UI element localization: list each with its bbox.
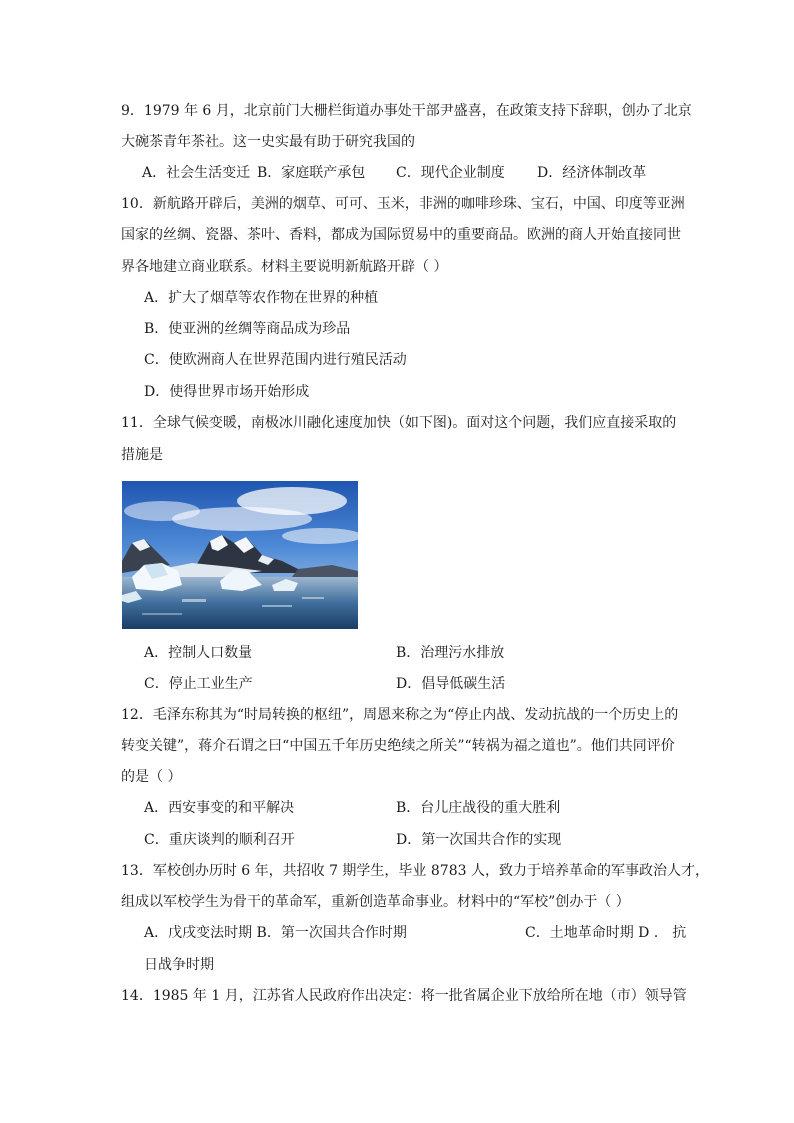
q9-option-c: C．现代企业制度 [396,165,505,181]
q9-option-d: D．经济体制改革 [537,165,647,181]
q10-option-c: C．使欧洲商人在世界范围内进行殖民活动 [144,352,407,368]
q11-option-b: B．治理污水排放 [396,645,505,661]
q9-stem-line-2: 大碗茶青年茶社。这一史实最有助于研究我国的 [121,134,415,150]
q12-stem-line-3: 的是（ ） [121,769,182,785]
q10-stem-line-3: 界各地建立商业联系。材料主要说明新航路开辟（ ） [121,259,448,275]
q11-option-d: D．倡导低碳生活 [396,676,506,692]
q10-option-a: A．扩大了烟草等农作物在世界的种植 [144,290,379,306]
q10-stem-line-1: 10．新航路开辟后，美洲的烟草、可可、玉米，非洲的咖啡珍珠、宝石，中国、印度等亚洲 [121,196,685,212]
q9-option-b: B．家庭联产承包 [257,165,366,181]
q12-option-d: D．第一次国共合作的实现 [396,832,562,848]
q12-option-b: B．台儿庄战役的重大胜利 [396,800,561,816]
q11-stem-line-2: 措施是 [121,447,163,463]
q12-stem-line-2: 转变关键”，蒋介石谓之曰“中国五千年历史绝续之所关”“转祸为福之道也”。他们共同评价 [121,738,675,754]
q11-stem-line-1: 11．全球气候变暖，南极冰川融化速度加快（如下图)。面对这个问题，我们应直接采取的 [121,415,677,431]
q9-option-a: A．社会生活变迁 [142,165,251,181]
q13-option-c-d: C．土地革命时期 D ． 抗 [525,925,687,941]
q10-stem-line-2: 国家的丝绸、瓷器、茶叶、香料，都成为国际贸易中的重要商品。欧洲的商人开始直接同世 [121,227,681,243]
q9-stem-line-1: 9．1979 年 6 月，北京前门大栅栏街道办事处干部尹盛喜，在政策支持下辞职，创办了北京 [121,103,692,119]
q10-option-d: D．使得世界市场开始形成 [144,384,310,400]
q10-option-b: B．使亚洲的丝绸等商品成为珍品 [144,321,351,337]
q11-option-c: C．停止工业生产 [144,676,253,692]
q11-option-a: A．控制人口数量 [144,645,253,661]
q13-stem-line-1: 13．军校创办历时 6 年，共招收 7 期学生，毕业 8783 人，致力于培养革命的军事政治人才， [121,863,709,879]
q14-stem-line-1: 14．1985 年 1 月，江苏省人民政府作出决定：将一批省属企业下放给所在地（市）领导管 [121,988,687,1004]
antarctic-glacier-photo [122,481,358,629]
q12-option-a: A．西安事变的和平解决 [144,800,295,816]
q13-stem-line-2: 组成以军校学生为骨干的革命军，重新创造革命事业。材料中的“军校”创办于（ ） [121,894,630,910]
q12-stem-line-1: 12．毛泽东称其为“时局转换的枢纽”，周恩来称之为“停止内战、发动抗战的一个历史上的 [121,707,679,723]
q12-option-c: C．重庆谈判的顺利召开 [144,832,295,848]
q13-option-d-continued: 日战争时期 [144,957,214,973]
q13-options-a-b: A．戊戌变法时期 B．第一次国共合作时期 [144,925,407,941]
